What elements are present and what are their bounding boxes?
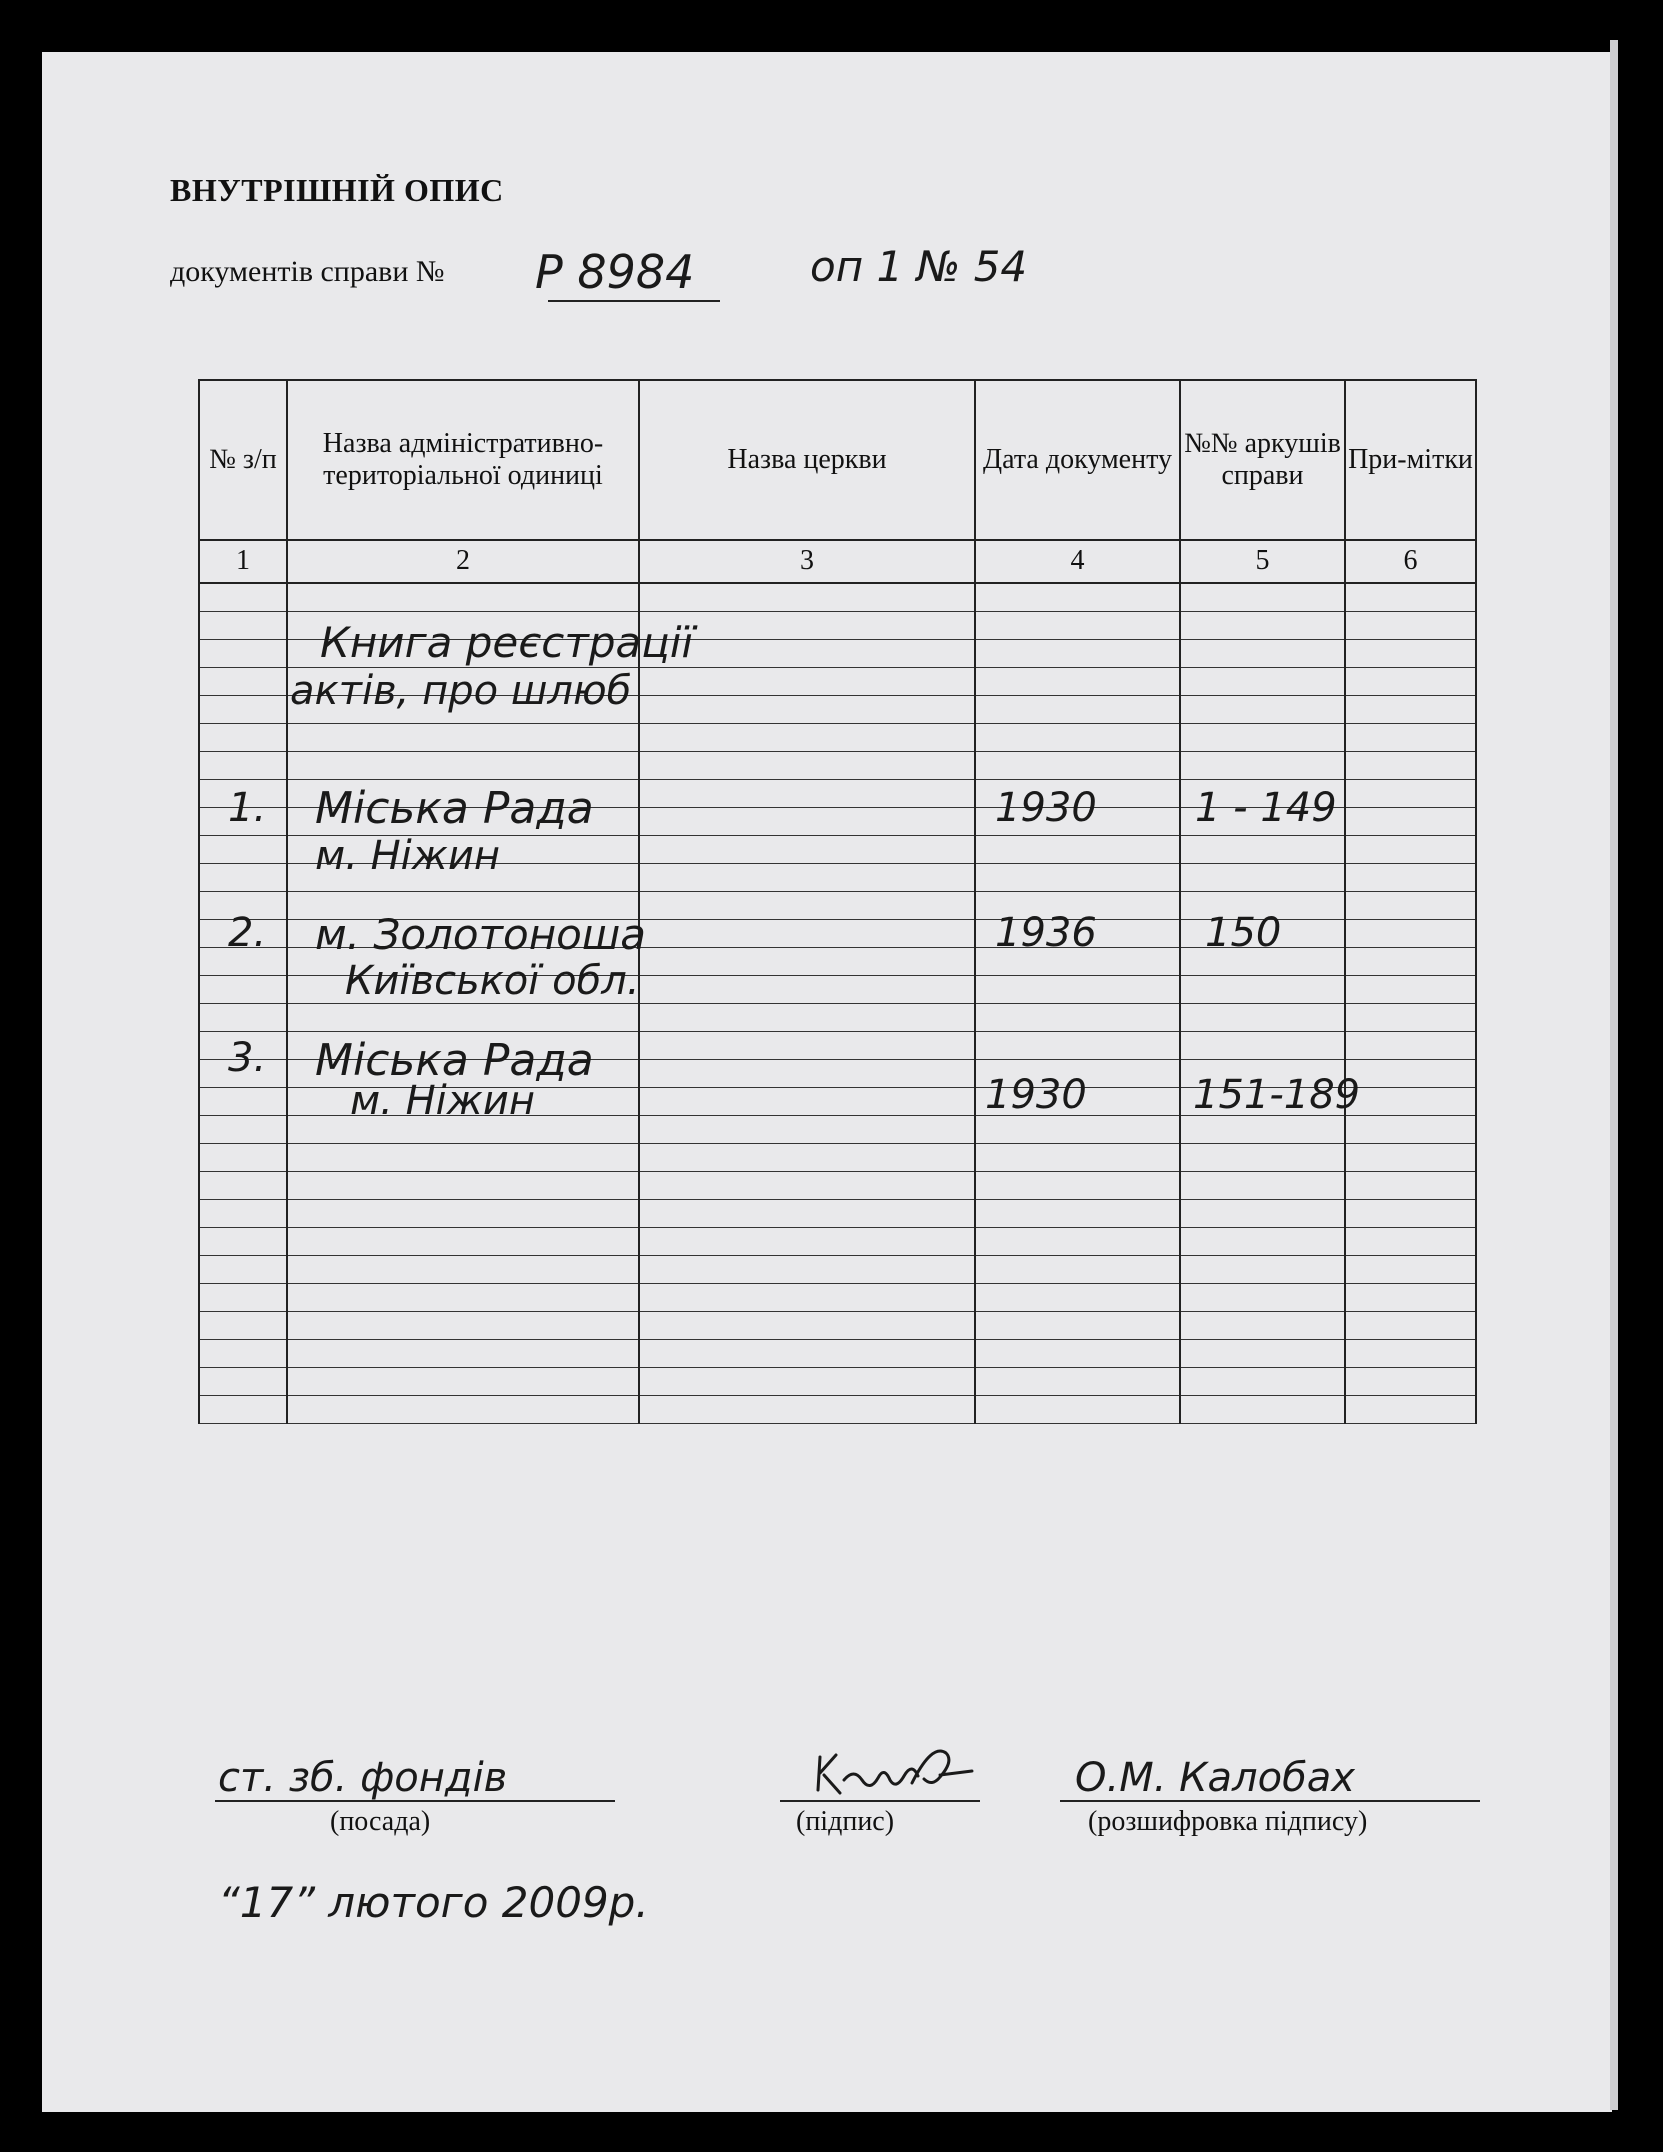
table-row <box>199 1340 1476 1368</box>
table-cell <box>199 1172 287 1200</box>
table-cell <box>287 1004 639 1032</box>
table-cell <box>1345 1284 1476 1312</box>
table-cell <box>1345 640 1476 668</box>
table-cell <box>975 1004 1180 1032</box>
table-row <box>199 1256 1476 1284</box>
table-cell <box>639 948 975 976</box>
table-cell <box>1180 724 1345 752</box>
table-row <box>199 752 1476 780</box>
entry-2-number: 2. <box>228 910 267 956</box>
table-cell <box>975 1200 1180 1228</box>
table-cell <box>1180 640 1345 668</box>
table-row <box>199 1200 1476 1228</box>
table-cell <box>199 1228 287 1256</box>
table-cell <box>287 1200 639 1228</box>
table-cell <box>639 1312 975 1340</box>
signature-caption: (підпис) <box>796 1806 895 1837</box>
table-cell <box>199 640 287 668</box>
name-value: О.М. Калобах <box>1075 1755 1355 1801</box>
table-cell <box>639 1088 975 1116</box>
table-cell <box>199 976 287 1004</box>
table-cell <box>199 583 287 612</box>
table-cell <box>1345 808 1476 836</box>
table-cell <box>639 696 975 724</box>
signature-scribble <box>800 1735 990 1805</box>
table-header-row <box>199 380 1476 540</box>
table-cell <box>287 1284 639 1312</box>
table-cell <box>199 696 287 724</box>
table-cell <box>287 1228 639 1256</box>
table-cell <box>287 1368 639 1396</box>
table-cell <box>639 864 975 892</box>
column-number: 6 <box>1345 540 1476 583</box>
table-cell <box>1180 1228 1345 1256</box>
table-cell <box>1180 836 1345 864</box>
table-cell <box>639 1200 975 1228</box>
table-cell <box>1180 1340 1345 1368</box>
table-cell <box>287 583 639 612</box>
table-cell <box>1345 752 1476 780</box>
section-title-line1: Книга реєстрації <box>320 618 694 667</box>
table-cell <box>199 836 287 864</box>
table-row <box>199 1004 1476 1032</box>
table-row <box>199 724 1476 752</box>
table-cell <box>1180 1032 1345 1060</box>
table-cell <box>1180 612 1345 640</box>
header-date: Дата документу <box>975 380 1180 540</box>
table-cell <box>1345 1200 1476 1228</box>
table-cell <box>975 724 1180 752</box>
header-number: № з/п <box>199 380 287 540</box>
table-cell <box>975 583 1180 612</box>
table-cell <box>199 752 287 780</box>
entry-2-name-line1: м. Золотоноша <box>315 910 647 959</box>
table-cell <box>1345 1396 1476 1424</box>
table-cell <box>639 1144 975 1172</box>
table-cell <box>1180 1396 1345 1424</box>
table-cell <box>1345 780 1476 808</box>
header-admin-unit: Назва адміністративно-територіальної одиниці <box>287 380 639 540</box>
table-row <box>199 1312 1476 1340</box>
table-cell <box>639 1172 975 1200</box>
table-cell <box>1345 1116 1476 1144</box>
table-cell <box>287 724 639 752</box>
table-cell <box>975 1396 1180 1424</box>
table-cell <box>1180 668 1345 696</box>
table-cell <box>639 1368 975 1396</box>
table-cell <box>1345 1368 1476 1396</box>
table-cell <box>975 1312 1180 1340</box>
table-cell <box>1180 1312 1345 1340</box>
inventory-table <box>198 379 1477 1424</box>
table-cell <box>1345 583 1476 612</box>
table-cell <box>1345 976 1476 1004</box>
table-cell <box>639 724 975 752</box>
table-cell <box>199 1396 287 1424</box>
table-cell <box>975 668 1180 696</box>
table-cell <box>639 1032 975 1060</box>
header-notes: При-мітки <box>1345 380 1476 540</box>
table-cell <box>287 1172 639 1200</box>
section-title-line2: актів, про шлюб <box>290 668 632 714</box>
entry-3-number: 3. <box>228 1035 267 1081</box>
table-cell <box>199 1200 287 1228</box>
table-cell <box>199 668 287 696</box>
entry-1-number: 1. <box>228 785 267 831</box>
table-cell <box>1180 1116 1345 1144</box>
document-subtitle: документів справи № <box>170 255 445 288</box>
table-cell <box>1345 836 1476 864</box>
position-line <box>215 1800 615 1802</box>
table-cell <box>1180 752 1345 780</box>
table-cell <box>639 976 975 1004</box>
table-cell <box>639 1228 975 1256</box>
table-cell <box>199 612 287 640</box>
table-cell <box>975 1116 1180 1144</box>
entry-3-date: 1930 <box>985 1072 1087 1118</box>
case-number: P 8984 <box>535 245 695 299</box>
table-cell <box>1345 1032 1476 1060</box>
table-cell <box>287 1312 639 1340</box>
table-cell <box>639 1340 975 1368</box>
entry-1-name-line1: Міська Рада <box>315 783 594 834</box>
entry-3-name-line1: Міська Рада <box>315 1035 594 1086</box>
table-cell <box>199 1284 287 1312</box>
table-cell <box>199 1256 287 1284</box>
table-cell <box>1345 920 1476 948</box>
table-cell <box>1345 668 1476 696</box>
table-cell <box>1345 696 1476 724</box>
table-cell <box>975 836 1180 864</box>
table-cell <box>1180 1256 1345 1284</box>
signature-line <box>780 1800 980 1802</box>
table-cell <box>1345 724 1476 752</box>
entry-3-name-line2: м. Ніжин <box>350 1078 535 1124</box>
table-row <box>199 1284 1476 1312</box>
table-cell <box>1180 1284 1345 1312</box>
table-cell <box>639 780 975 808</box>
table-cell <box>1180 696 1345 724</box>
table-cell <box>1180 1004 1345 1032</box>
table-row <box>199 1396 1476 1424</box>
table-cell <box>975 864 1180 892</box>
table-cell <box>199 1088 287 1116</box>
table-cell <box>199 1004 287 1032</box>
table-cell <box>975 1144 1180 1172</box>
table-cell <box>975 612 1180 640</box>
table-cell <box>199 1116 287 1144</box>
column-number: 1 <box>199 540 287 583</box>
header-church: Назва церкви <box>639 380 975 540</box>
column-number: 5 <box>1180 540 1345 583</box>
table-cell <box>639 1116 975 1144</box>
table-cell <box>1345 1172 1476 1200</box>
name-caption: (розшифровка підпису) <box>1088 1806 1368 1837</box>
document-title: ВНУТРІШНІЙ ОПИС <box>170 172 504 208</box>
table-cell <box>975 752 1180 780</box>
table-cell <box>975 696 1180 724</box>
table-cell <box>1180 976 1345 1004</box>
table-cell <box>1180 583 1345 612</box>
entry-2-date: 1936 <box>995 910 1097 956</box>
table-cell <box>199 1144 287 1172</box>
table-cell <box>639 1284 975 1312</box>
case-number-underline <box>548 300 720 302</box>
table-cell <box>1345 1060 1476 1088</box>
table-cell <box>287 752 639 780</box>
table-cell <box>639 1256 975 1284</box>
table-cell <box>199 864 287 892</box>
table-cell <box>1345 892 1476 920</box>
entry-2-sheets: 150 <box>1205 910 1282 956</box>
table-cell <box>1345 1256 1476 1284</box>
table-cell <box>1180 1368 1345 1396</box>
table-cell <box>639 752 975 780</box>
table-cell <box>199 724 287 752</box>
table-cell <box>1180 1172 1345 1200</box>
column-number: 3 <box>639 540 975 583</box>
table-cell <box>639 1060 975 1088</box>
table-row <box>199 1368 1476 1396</box>
table-cell <box>975 1032 1180 1060</box>
table-cell <box>975 1284 1180 1312</box>
table-cell <box>639 1396 975 1424</box>
position-value: ст. зб. фондів <box>218 1755 508 1801</box>
table-cell <box>1345 1088 1476 1116</box>
entry-2-name-line2: Київської обл. <box>345 958 640 1004</box>
table-cell <box>1345 1004 1476 1032</box>
document-date: “17” лютого 2009р. <box>218 1878 649 1927</box>
table-cell <box>975 976 1180 1004</box>
table-cell <box>1345 612 1476 640</box>
table-cell <box>975 1340 1180 1368</box>
table-cell <box>1180 1144 1345 1172</box>
entry-1-name-line2: м. Ніжин <box>315 833 500 879</box>
table-cell <box>639 1004 975 1032</box>
table-cell <box>975 1256 1180 1284</box>
table-cell <box>975 1368 1180 1396</box>
table-cell <box>1345 1228 1476 1256</box>
table-cell <box>1345 1144 1476 1172</box>
table-cell <box>1345 948 1476 976</box>
table-row <box>199 1228 1476 1256</box>
table-cell <box>287 1144 639 1172</box>
table-cell <box>199 1340 287 1368</box>
table-cell <box>975 1228 1180 1256</box>
table-cell <box>199 1368 287 1396</box>
table-cell <box>639 836 975 864</box>
table-cell <box>1180 864 1345 892</box>
table-cell <box>199 1312 287 1340</box>
table-cell <box>975 640 1180 668</box>
entry-1-date: 1930 <box>995 785 1097 831</box>
table-cell <box>287 1396 639 1424</box>
header-sheets: №№ аркушів справи <box>1180 380 1345 540</box>
table-row <box>199 583 1476 612</box>
column-number: 2 <box>287 540 639 583</box>
table-cell <box>287 1256 639 1284</box>
table-cell <box>1345 1340 1476 1368</box>
position-caption: (посада) <box>330 1806 431 1837</box>
entry-3-sheets: 151-189 <box>1193 1072 1361 1118</box>
name-line <box>1060 1800 1480 1802</box>
table-cell <box>639 808 975 836</box>
table-cell <box>639 583 975 612</box>
table-row <box>199 1172 1476 1200</box>
column-number: 4 <box>975 540 1180 583</box>
page-edge <box>1610 40 1618 2110</box>
table-cell <box>975 1172 1180 1200</box>
table-cell <box>1345 864 1476 892</box>
table-cell <box>287 1340 639 1368</box>
table-cell <box>639 668 975 696</box>
table-cell <box>639 920 975 948</box>
table-cell <box>639 892 975 920</box>
column-number-row <box>199 540 1476 583</box>
entry-1-sheets: 1 - 149 <box>1195 785 1337 831</box>
table-cell <box>1345 1312 1476 1340</box>
table-row <box>199 1144 1476 1172</box>
table-cell <box>1180 1200 1345 1228</box>
case-extra-number: оп 1 № 54 <box>810 242 1028 291</box>
